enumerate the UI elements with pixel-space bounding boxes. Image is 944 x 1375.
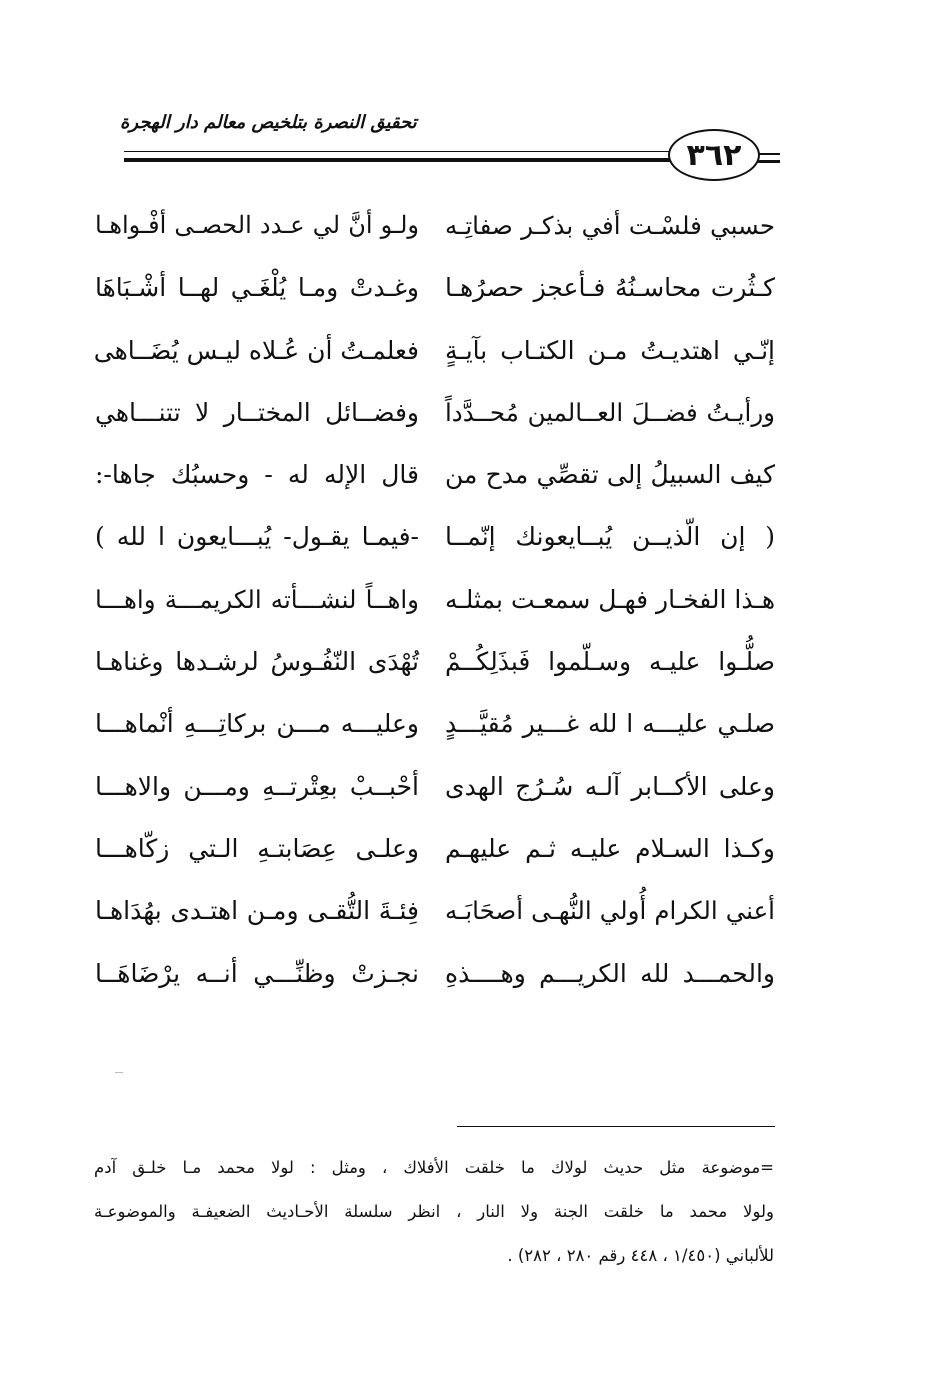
- verse-first-hemistich: كيف السبيلُ إلى تقصِّي مدح من: [445, 460, 775, 490]
- footnote-line: =موضوعة مثل حديث لولاك ما خلقت الأفلاك ، ومثل : لولا محمد مـا خلـق آدم: [94, 1158, 774, 1177]
- verse-first-hemistich: صلـي عليـــه ا لله غـــير مُقيَّـــدٍ: [445, 709, 775, 739]
- verse-first-hemistich: وعلى الأكــابر آلـه سُـرُج الهدى: [445, 771, 775, 801]
- verse-first-hemistich: أعني الكرام أُولي النُّهـى أصحَابَـه: [445, 896, 775, 926]
- verse-first-hemistich: والحمـــد لله الكريـــم وهــــذهِ: [445, 958, 775, 988]
- verse-first-hemistich: ( إن الّذيــن يُبــايعونك إنّمــا: [445, 522, 775, 552]
- verse: [95, 641, 775, 703]
- verse-second-hemistich: أحْبــبْ بعِتْرتــهِ ومـــن والاهـــا: [95, 771, 419, 801]
- verse: [95, 579, 775, 641]
- verse-second-hemistich: وفضــائل المختــار لا تتنـــاهي: [95, 397, 419, 427]
- verse-second-hemistich: فعلمـتُ أن عُـلاه ليـس يُضَــاهى: [93, 335, 419, 365]
- verse-second-hemistich: ولـو أنَّ لي عـدد الحصـى أفْـواهـا: [95, 211, 419, 239]
- verse-first-hemistich: حسبي فلسْـت أفي بذكـر صفاتِـه: [445, 211, 775, 240]
- page-number-frame: [668, 129, 760, 181]
- page-number: ٣٦٢: [686, 137, 742, 173]
- footnote-line: للألباني (١/٤٥٠ ، ٤٤٨ رقم ٢٨٠ ، ٢٨٢) .: [507, 1246, 774, 1265]
- verse-second-hemistich: نجـزتْ وظنِّـــي أنــه يرْضَاهَــا: [95, 958, 419, 988]
- verse: [95, 516, 775, 578]
- footnote-line: ولولا محمد ما خلقت الجنة ولا النار ، انظر سلسلة الأحـاديث الضعيفـة والموضوعـة: [94, 1202, 774, 1221]
- verse-second-hemistich: قال الإله له - وحسبُك جاها-:: [95, 460, 419, 490]
- verse: [95, 330, 775, 392]
- verse-second-hemistich: وعلـى عِصَابتـهِ الـتي زكّاهـــا: [95, 833, 419, 863]
- verse: [95, 828, 775, 890]
- verse-first-hemistich: كـثُرت محاسـنُهُ فـأعجز حصرُهـا: [445, 273, 775, 303]
- verse: [95, 766, 775, 828]
- verse-second-hemistich: -فيمـا يقـول- يُبـــايعون ا لله ): [95, 522, 419, 552]
- footnote: [94, 1150, 774, 1282]
- verse-first-hemistich: صلُّـوا عليـه وسـلّموا فَبذَلِكُــمْ: [445, 647, 775, 677]
- header-rule-thick: [124, 158, 674, 162]
- verse-second-hemistich: تُهْدَى النّفُـوسُ لرشـدها وغناهـا: [95, 647, 419, 677]
- header-rule-thin: [124, 151, 674, 152]
- verse-second-hemistich: وعليـــه مـــن بركاتِـــهِ أنْماهـــا: [95, 709, 419, 739]
- verse-first-hemistich: وكـذا السـلام عليـه ثـم عليهـم: [445, 833, 775, 863]
- verse-first-hemistich: ورأيـتُ فضــلَ العــالمين مُحــدَّداً: [445, 397, 775, 427]
- verse: [95, 890, 775, 952]
- running-title: تحقيق النصرة بتلخيص معالم دار الهجرة: [120, 112, 417, 133]
- verse-first-hemistich: إنّـي اهتديـتُ مـن الكتـاب بآيـةٍ: [445, 335, 775, 365]
- verse: [95, 205, 775, 267]
- verse: [95, 953, 775, 1015]
- verse: [95, 454, 775, 516]
- verse-second-hemistich: فِئـةَ التُّقـى ومـن اهتـدى بهُدَاهـا: [95, 896, 419, 926]
- verse-first-hemistich: هـذا الفخـار فهـل سمعـت بمثلـه: [445, 584, 775, 614]
- scan-speck: [115, 1072, 123, 1073]
- verse: [95, 267, 775, 329]
- verse: [95, 703, 775, 765]
- verse-second-hemistich: وغـدتْ ومـا يُلْغَـي لهــا أشْـبَاهَا: [95, 273, 419, 303]
- poem: [95, 205, 775, 1015]
- verse: [95, 392, 775, 454]
- verse-second-hemistich: واهــاً لنشـــأته الكريمـــة واهـــا: [95, 584, 419, 614]
- footnote-separator: [457, 1126, 775, 1127]
